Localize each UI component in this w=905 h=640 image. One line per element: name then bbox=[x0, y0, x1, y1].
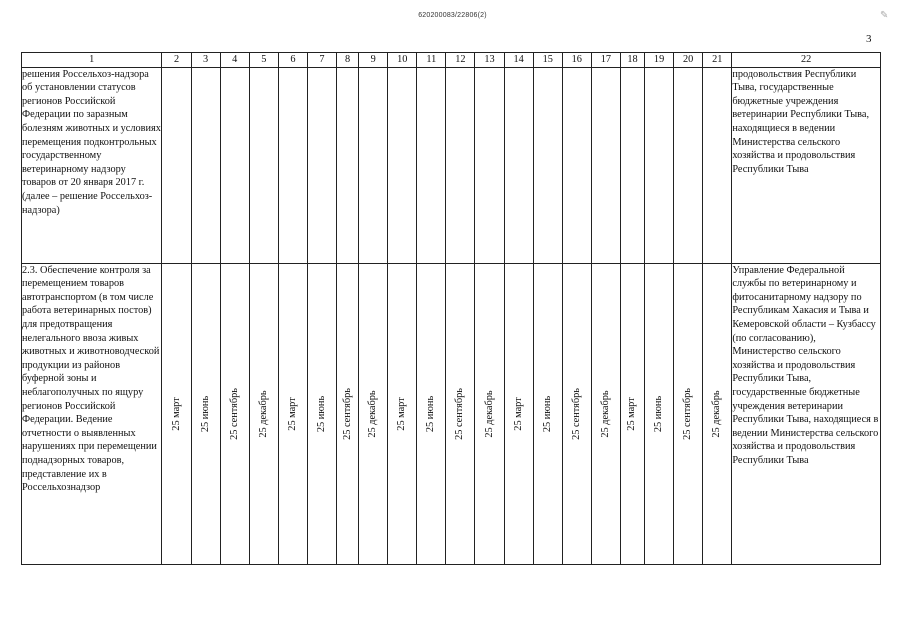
column-header-19: 19 bbox=[645, 53, 674, 68]
plan-table bbox=[21, 52, 881, 565]
empty-cell bbox=[674, 67, 703, 263]
empty-cell bbox=[504, 67, 533, 263]
date-cell: 25 сентябрь bbox=[337, 263, 359, 564]
column-header-17: 17 bbox=[591, 53, 620, 68]
column-header-5: 5 bbox=[249, 53, 278, 68]
date-cell: 25 июнь bbox=[307, 263, 336, 564]
empty-cell bbox=[591, 67, 620, 263]
empty-cell bbox=[220, 67, 249, 263]
empty-cell bbox=[337, 67, 359, 263]
date-cell: 25 июнь bbox=[533, 263, 562, 564]
document-id: 620200083/22806(2) bbox=[418, 12, 487, 19]
column-header-10: 10 bbox=[388, 53, 417, 68]
date-cell: 25 март bbox=[620, 263, 644, 564]
date-cell: 25 сентябрь bbox=[562, 263, 591, 564]
empty-cell bbox=[417, 67, 446, 263]
empty-cell bbox=[162, 67, 191, 263]
date-cell: 25 март bbox=[278, 263, 307, 564]
date-cell: 25 сентябрь bbox=[220, 263, 249, 564]
column-header-16: 16 bbox=[562, 53, 591, 68]
column-header-4: 4 bbox=[220, 53, 249, 68]
page-number: 3 bbox=[866, 33, 872, 45]
column-header-9: 9 bbox=[359, 53, 388, 68]
date-cell: 25 июнь bbox=[417, 263, 446, 564]
column-header-2: 2 bbox=[162, 53, 191, 68]
header-row bbox=[22, 53, 881, 68]
empty-cell bbox=[703, 67, 732, 263]
column-header-3: 3 bbox=[191, 53, 220, 68]
column-header-20: 20 bbox=[674, 53, 703, 68]
column-header-18: 18 bbox=[620, 53, 644, 68]
empty-cell bbox=[620, 67, 644, 263]
date-cell: 25 июнь bbox=[645, 263, 674, 564]
empty-cell bbox=[307, 67, 336, 263]
date-cell: 25 декабрь bbox=[591, 263, 620, 564]
column-header-22: 22 bbox=[732, 53, 881, 68]
date-cell: 25 июнь bbox=[191, 263, 220, 564]
date-cell: 25 сентябрь bbox=[674, 263, 703, 564]
empty-cell bbox=[249, 67, 278, 263]
column-header-7: 7 bbox=[307, 53, 336, 68]
date-cell: 25 март bbox=[162, 263, 191, 564]
empty-cell bbox=[533, 67, 562, 263]
empty-cell bbox=[475, 67, 504, 263]
row2-description-cell: 2.3. Обеспечение контроля за перемещением товаров автотранспортом (в том числе работа ветеринарных постов) для предотвращения нелегального ввоза живых животных и животноводческой продукции из районов буферной зоны и неблагополучных по ящуру регионов Российской Федерации. Ведение отчетности о выявленных нарушениях при перемещении поднадзорных товаров, представление их в Россельхознадзор bbox=[22, 263, 162, 564]
date-cell: 25 декабрь bbox=[703, 263, 732, 564]
date-cell: 25 декабрь bbox=[249, 263, 278, 564]
empty-cell bbox=[388, 67, 417, 263]
column-header-12: 12 bbox=[446, 53, 475, 68]
date-cell: 25 декабрь bbox=[359, 263, 388, 564]
empty-cell bbox=[278, 67, 307, 263]
empty-cell bbox=[645, 67, 674, 263]
empty-cell bbox=[446, 67, 475, 263]
date-cell: 25 декабрь bbox=[475, 263, 504, 564]
column-header-11: 11 bbox=[417, 53, 446, 68]
empty-cell bbox=[191, 67, 220, 263]
row1-executor-cell: продовольствия Республики Тыва, государственные бюджетные учреждения ветеринарии Республики Тыва, находящиеся в ведении Министерства сельского хозяйства и продовольствия Республики Тыва bbox=[732, 67, 881, 263]
column-header-6: 6 bbox=[278, 53, 307, 68]
column-header-21: 21 bbox=[703, 53, 732, 68]
empty-cell bbox=[562, 67, 591, 263]
row2-executor-cell: Управление Федеральной службы по ветеринарному и фитосанитарному надзору по Республикам Хакасия и Тыва и Кемеровской области – Кузбассу (по согласованию), Министерство сельского хозяйства и продовольствия Республики Тыва, государственные бюджетные учреждения ветеринарии Республики Тыва, находящиеся в ведении Министерства сельского хозяйства и продовольствия Республики Тыва bbox=[732, 263, 881, 564]
row1-description-cell: решения Россельхоз-надзора об установлении статусов регионов Российской Федерации по заразным болезням животных и условиях перемещения подконтрольных государственному ветеринарному надзору товаров от 20 января 2017 г. (далее – решение Россельхоз-надзора) bbox=[22, 67, 162, 263]
date-cell: 25 март bbox=[388, 263, 417, 564]
table-row bbox=[22, 263, 881, 564]
column-header-8: 8 bbox=[337, 53, 359, 68]
column-header-14: 14 bbox=[504, 53, 533, 68]
column-header-13: 13 bbox=[475, 53, 504, 68]
column-header-15: 15 bbox=[533, 53, 562, 68]
empty-cell bbox=[359, 67, 388, 263]
date-cell: 25 март bbox=[504, 263, 533, 564]
stamp-icon: ✎ bbox=[880, 10, 889, 21]
column-header-1: 1 bbox=[22, 53, 162, 68]
table-row bbox=[22, 67, 881, 263]
date-cell: 25 сентябрь bbox=[446, 263, 475, 564]
